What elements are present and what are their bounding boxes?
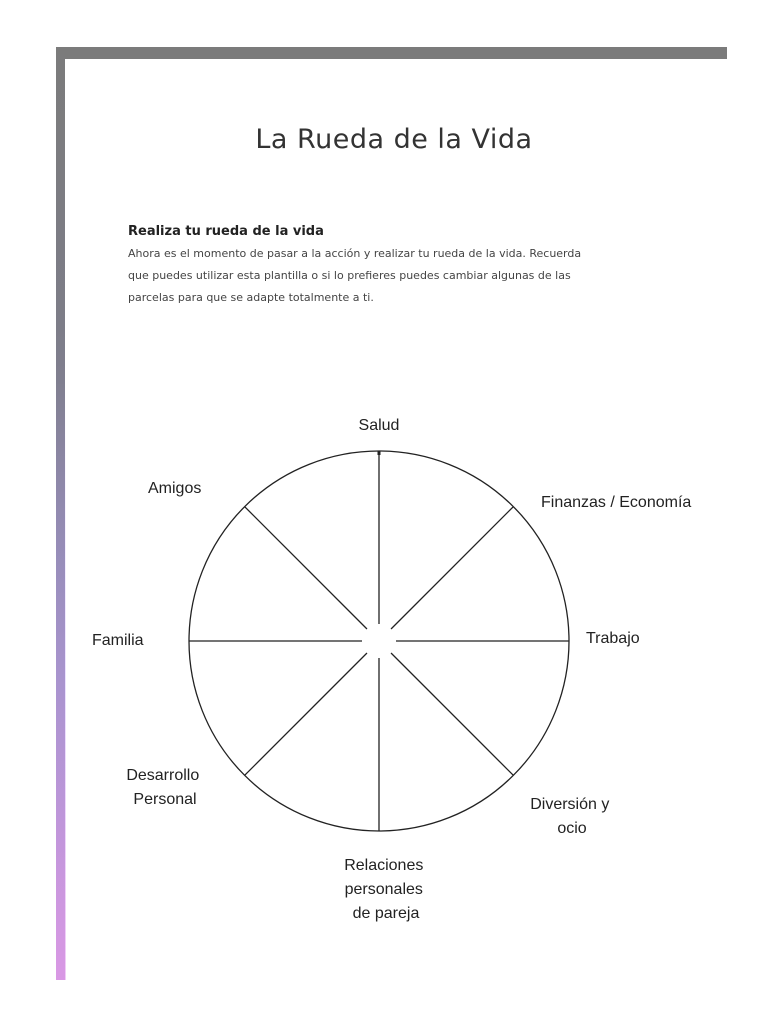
label-salud: Salud (358, 417, 400, 434)
wheel-labels (92, 417, 691, 922)
label-diversion: Diversión y ocio (530, 796, 610, 837)
wheel-spoke-desarrollo (245, 653, 367, 775)
label-desarrollo: Desarrollo Personal (126, 767, 200, 808)
label-amigos: Amigos (148, 480, 202, 497)
wheel-spoke-finanzas (391, 507, 513, 629)
intro-line: parcelas para que se adapte totalmente a ti. (128, 291, 374, 304)
label-familia: Familia (92, 632, 144, 649)
page-title: La Rueda de la Vida (255, 124, 533, 156)
wheel-spoke-diversion (391, 653, 513, 775)
label-relaciones: Relaciones personales de pareja (344, 857, 424, 922)
label-trabajo: Trabajo (586, 630, 640, 647)
intro-heading: Realiza tu rueda de la vida (128, 224, 324, 239)
label-finanzas: Finanzas / Economía (541, 494, 692, 511)
intro-line: que puedes utilizar esta plantilla o si lo prefieres puedes cambiar algunas de las (128, 269, 571, 282)
wheel-spokes (189, 451, 569, 831)
wheel-spoke-amigos (245, 507, 367, 629)
intro-line: Ahora es el momento de pasar a la acción y realizar tu rueda de la vida. Recuerda (128, 247, 582, 260)
